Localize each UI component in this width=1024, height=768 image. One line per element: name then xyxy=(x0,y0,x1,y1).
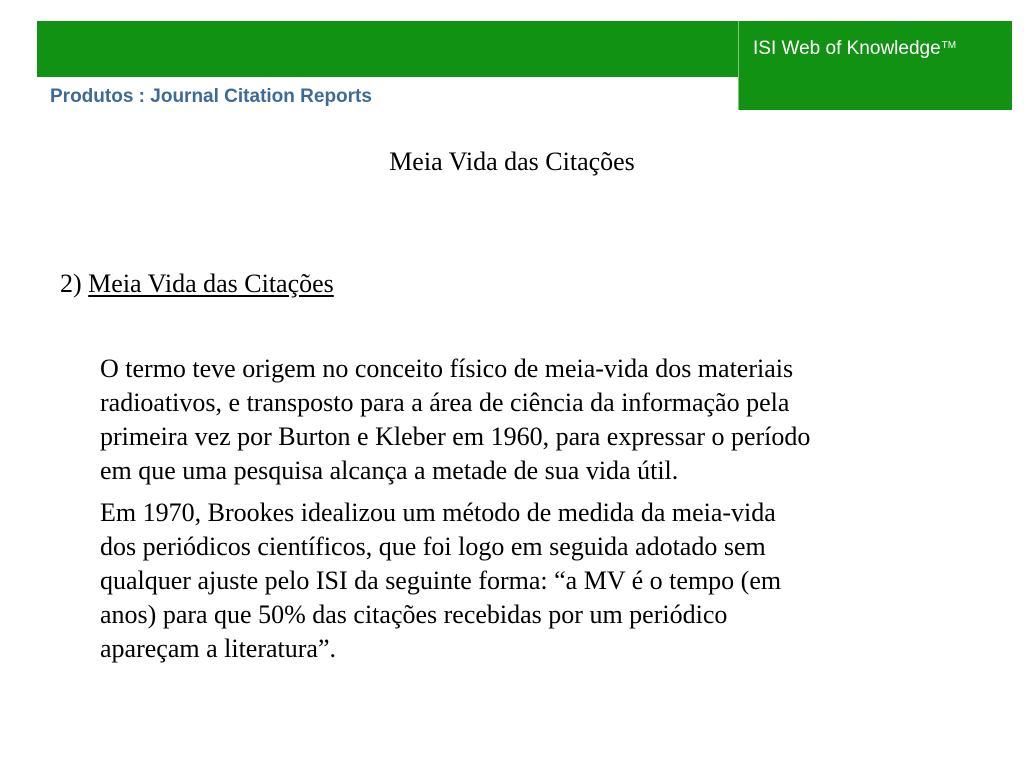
paragraph xyxy=(100,352,980,488)
brand-box xyxy=(738,21,1012,110)
header-band xyxy=(37,21,738,77)
paragraph-line: Em 1970, Brookes idealizou um método de medida da meia-vida xyxy=(100,498,776,527)
trademark-mark: TM xyxy=(941,40,957,51)
brand-name: ISI Web of Knowledge xyxy=(753,38,941,59)
paragraph-line: O termo teve origem no conceito físico de meia-vida dos materiais xyxy=(100,354,794,383)
paragraph xyxy=(100,496,980,666)
brand-logo-text xyxy=(753,38,956,60)
paragraph-line: em que uma pesquisa alcança a metade de sua vida útil. xyxy=(100,456,679,485)
section-heading-text: Meia Vida das Citações xyxy=(88,269,334,298)
paragraph-line: anos) para que 50% das citações recebidas por um periódico xyxy=(100,600,728,629)
paragraph-line: apareçam a literatura”. xyxy=(100,634,336,663)
paragraph-line: radioativos, e transposto para a área de ciência da informação pela xyxy=(100,388,790,417)
section-heading xyxy=(60,269,334,299)
breadcrumb: Produtos : Journal Citation Reports xyxy=(50,86,372,107)
body-text xyxy=(100,352,980,674)
section-number: 2) xyxy=(60,269,82,298)
paragraph-line: dos periódicos científicos, que foi logo em seguida adotado sem xyxy=(100,532,766,561)
paragraph-line: primeira vez por Burton e Kleber em 1960, para expressar o período xyxy=(100,422,811,451)
paragraph-line: qualquer ajuste pelo ISI da seguinte forma: “a MV é o tempo (em xyxy=(100,566,782,595)
slide-title: Meia Vida das Citações xyxy=(389,147,635,176)
